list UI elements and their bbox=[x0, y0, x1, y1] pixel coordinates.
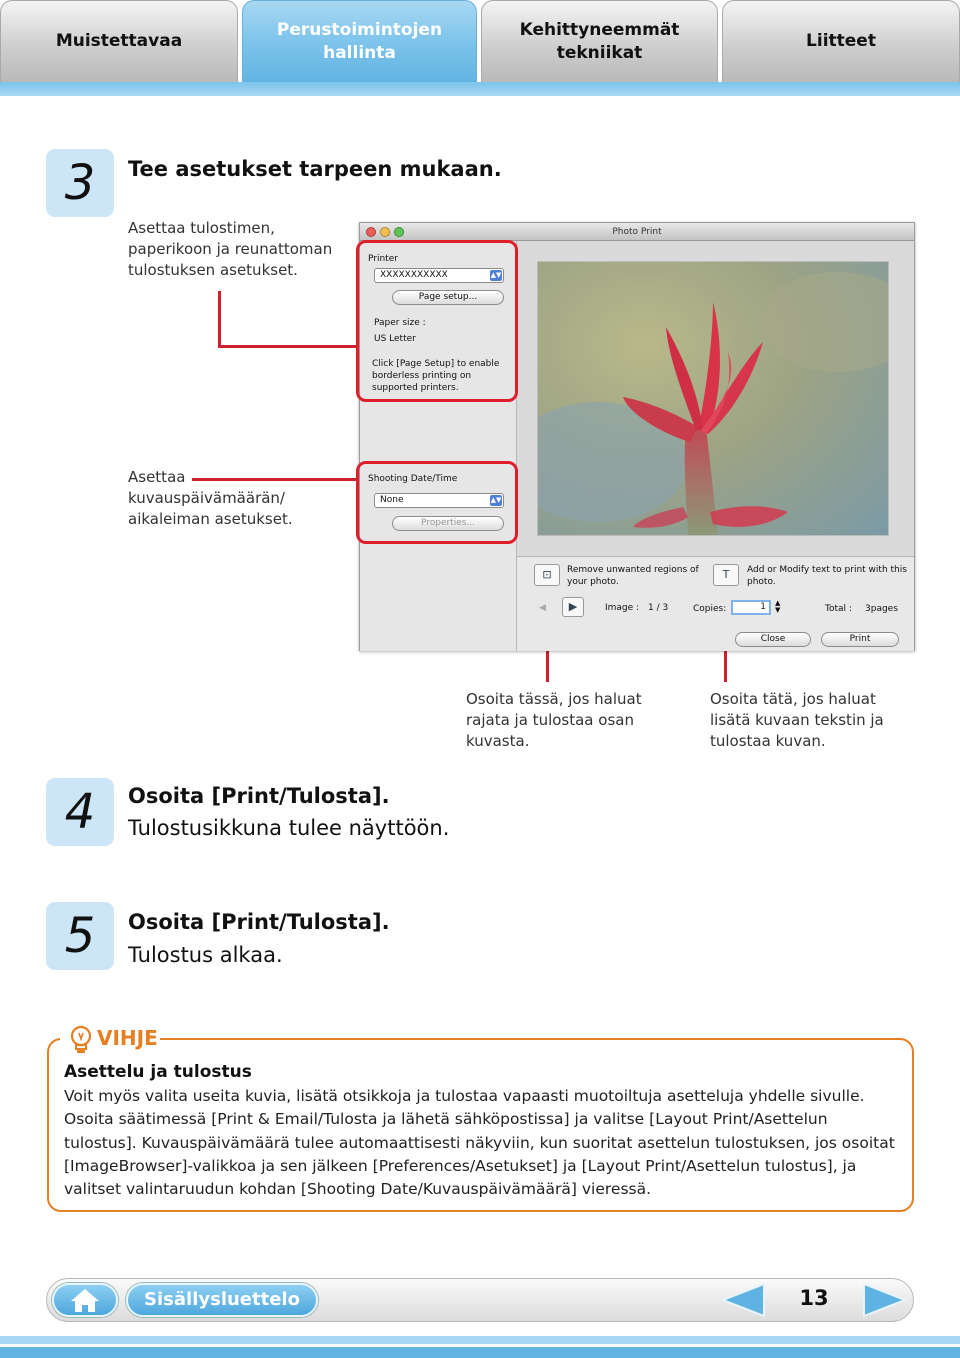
total-value: 3pages bbox=[865, 604, 898, 614]
next-page-icon[interactable] bbox=[858, 1281, 910, 1319]
total-label: Total : bbox=[825, 604, 852, 614]
page-setup-button[interactable]: Page setup... bbox=[392, 290, 504, 305]
copies-stepper-icon[interactable]: ▲ ▼ bbox=[775, 599, 781, 614]
step-5-text: Tulostus alkaa. bbox=[128, 943, 283, 967]
tab-muistettavaa[interactable]: Muistettavaa bbox=[0, 0, 238, 82]
date-settings-note: Asettaa kuvauspäivämäärän/ aikaleiman asetukset. bbox=[128, 468, 293, 528]
previous-image-icon[interactable]: ◀ bbox=[539, 603, 546, 613]
add-text-icon[interactable]: T bbox=[713, 564, 739, 586]
shooting-date-label: Shooting Date/Time bbox=[368, 474, 458, 484]
previous-page-icon[interactable] bbox=[718, 1281, 770, 1319]
step-3-title: Tee asetukset tarpeen mukaan. bbox=[128, 157, 502, 181]
hint-title: Asettelu ja tulostus bbox=[64, 1062, 252, 1082]
top-navigation bbox=[0, 0, 960, 96]
page-setup-hint: Click [Page Setup] to enable borderless printing on supported printers. bbox=[372, 359, 500, 393]
crop-note: Osoita tässä, jos haluat rajata ja tulostaa osan kuvasta. bbox=[466, 690, 642, 750]
printer-label: Printer bbox=[368, 254, 398, 264]
lightbulb-icon bbox=[68, 1025, 94, 1055]
minimize-window-icon[interactable] bbox=[380, 227, 390, 237]
photo-preview-area bbox=[517, 241, 914, 556]
step-number-4: 4 bbox=[46, 778, 114, 846]
tab-bar-line bbox=[0, 82, 960, 96]
properties-button[interactable]: Properties... bbox=[392, 516, 504, 531]
step-4-title: Osoita [Print/Tulosta]. bbox=[128, 784, 390, 808]
close-button[interactable]: Close bbox=[735, 632, 811, 647]
close-window-icon[interactable] bbox=[366, 227, 376, 237]
print-button[interactable]: Print bbox=[821, 632, 899, 647]
step-number-5: 5 bbox=[46, 902, 114, 970]
table-of-contents-button[interactable]: Sisällysluettelo bbox=[126, 1283, 318, 1317]
printer-select[interactable]: XXXXXXXXXXX ▲▼ bbox=[374, 268, 504, 283]
callout-line-printer-horizontal bbox=[218, 345, 358, 348]
step-4-text: Tulostusikkuna tulee näyttöön. bbox=[128, 816, 450, 840]
home-icon bbox=[54, 1285, 116, 1315]
window-titlebar bbox=[360, 223, 914, 241]
image-counter: 1 / 3 bbox=[648, 603, 669, 613]
zoom-window-icon[interactable] bbox=[394, 227, 404, 237]
hint-body: Voit myös valita useita kuvia, lisätä otsikkoja ja tulostaa vapaasti muotoiltuja asetteluja yhdelle sivulle. Osoita säätimessä [Print & Email/Tulosta ja lähetä sähköpostissa] ja valitse [Layout Print/Asettelun tulostus]. Kuvauspäivämäärä tulee automaattisesti näkyviin, kun suoritat asettelun tulostuksen, jos osoitat [ImageBrowser]-valikkoa ja sen jälkeen [Preferences/Asetukset] ja [Layout Print/Asettelun tulostus], ja valitset valintaruudun kohdan [Shooting Date/Kuvauspäivämäärä] vieressä. bbox=[64, 1087, 895, 1199]
bottom-stripe bbox=[0, 1336, 960, 1358]
hint-label: VIHJE bbox=[97, 1026, 158, 1050]
printer-settings-highlight bbox=[356, 240, 518, 402]
next-image-icon[interactable]: ▶ bbox=[562, 597, 584, 617]
tab-perustoimintojen-hallinta[interactable]: Perustoimintojen hallinta bbox=[242, 0, 477, 82]
callout-line-printer-vertical bbox=[218, 291, 221, 348]
crop-icon[interactable]: ⊡ bbox=[534, 564, 560, 586]
date-settings-highlight bbox=[356, 461, 518, 544]
home-button[interactable] bbox=[52, 1283, 118, 1317]
photo-tools-panel bbox=[517, 556, 914, 651]
shooting-date-select[interactable]: None ▲▼ bbox=[374, 493, 504, 508]
page-number: 13 bbox=[799, 1286, 829, 1310]
flower-photo bbox=[537, 261, 889, 536]
tab-kehittyneemmat-tekniikat[interactable]: Kehittyneemmät tekniikat bbox=[481, 0, 718, 82]
copies-input[interactable]: 1 bbox=[731, 600, 771, 615]
select-arrows-icon: ▲▼ bbox=[490, 271, 502, 279]
printer-settings-note: Asettaa tulostimen, paperikoon ja reunattoman tulostuksen asetukset. bbox=[128, 219, 333, 279]
copies-label: Copies: bbox=[693, 604, 727, 614]
add-text-description: Add or Modify text to print with this photo. bbox=[747, 565, 907, 587]
step-number-3: 3 bbox=[46, 149, 114, 217]
select-arrows-icon: ▲▼ bbox=[490, 496, 502, 504]
step-5-title: Osoita [Print/Tulosta]. bbox=[128, 910, 390, 934]
paper-size-value: US Letter bbox=[374, 334, 416, 344]
image-label: Image : bbox=[605, 603, 640, 613]
tab-liitteet[interactable]: Liitteet bbox=[722, 0, 960, 82]
crop-description: Remove unwanted regions of your photo. bbox=[567, 565, 699, 587]
callout-line-date bbox=[192, 478, 358, 481]
paper-size-label: Paper size : bbox=[374, 318, 426, 328]
add-text-note: Osoita tätä, jos haluat lisätä kuvaan tekstin ja tulostaa kuvan. bbox=[710, 690, 884, 750]
window-title: Photo Print bbox=[612, 227, 662, 237]
